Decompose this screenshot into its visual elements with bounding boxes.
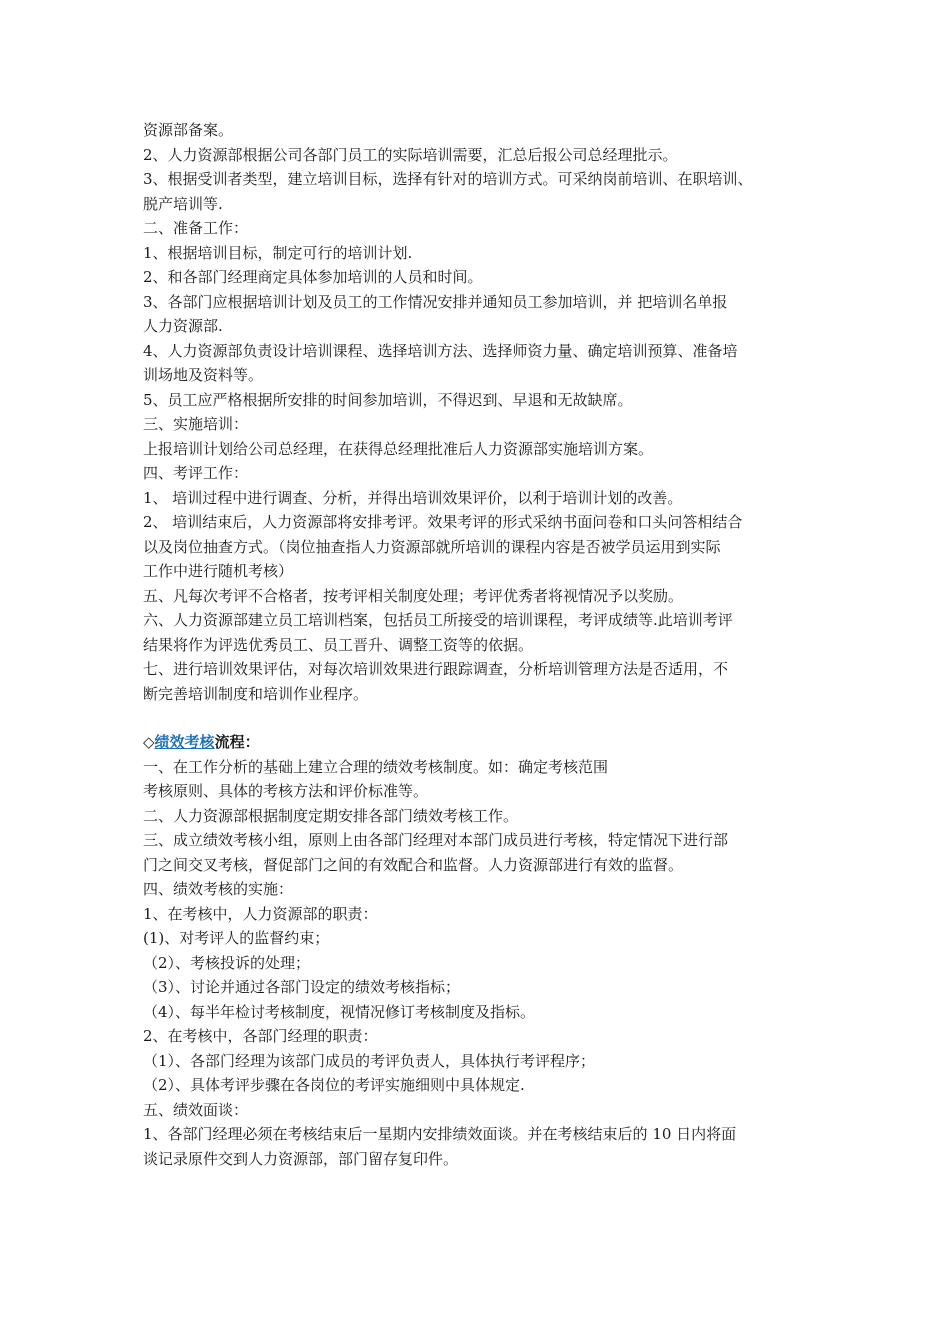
text-line: 七、进行培训效果评估，对每次培训效果进行跟踪调查，分析培训管理方法是否适用，不 xyxy=(143,660,729,678)
text-line: 三、实施培训： xyxy=(143,415,249,433)
text-line: （3）、讨论并通过各部门设定的绩效考核指标； xyxy=(143,978,461,996)
text-line: （2）、考核投诉的处理； xyxy=(143,953,311,972)
text-line: 一、在工作分析的基础上建立合理的绩效考核制度。如：确定考核范围 xyxy=(143,757,609,776)
text-line: 5、员工应严格根据所安排的时间参加培训，不得迟到、早退和无故缺席。 xyxy=(143,390,633,409)
text-line: （1）、各部门经理为该部门成员的考评负责人，具体执行考评程序； xyxy=(143,1051,596,1070)
text-line: 六、人力资源部建立员工培训档案，包括员工所接受的培训课程，考评成绩等.此培训考评 xyxy=(143,611,733,629)
text-line: 考核原则、具体的考核方法和评价标准等。 xyxy=(143,782,429,800)
text-line: 五、凡每次考评不合格者，按考评相关制度处理；考评优秀者将视情况予以奖励。 xyxy=(143,586,684,605)
training-procedure-section xyxy=(143,118,823,706)
diamond-icon: ◇ xyxy=(143,733,155,751)
text-line: 工作中进行随机考核） xyxy=(143,562,294,580)
text-line: 四、绩效考核的实施： xyxy=(143,880,294,898)
text-line: 二、人力资源部根据制度定期安排各部门绩效考核工作。 xyxy=(143,806,519,825)
text-line: 五、绩效面谈： xyxy=(143,1100,249,1119)
text-line: 以及岗位抽查方式。（岗位抽查指人力资源部就所培训的课程内容是否被学员运用到实际 xyxy=(143,537,721,556)
text-line: 1、各部门经理必须在考核结束后一星期内安排绩效面谈。并在考核结束后的 10 日内将面 xyxy=(143,1125,737,1143)
heading-suffix: 流程： xyxy=(214,733,260,751)
text-line: 人力资源部. xyxy=(143,317,223,335)
text-line: 1、在考核中，人力资源部的职责： xyxy=(143,904,378,923)
text-line: 训场地及资料等。 xyxy=(143,366,264,384)
text-line: 资源部备案。 xyxy=(143,121,234,139)
text-line: 1、 培训过程中进行调查、分析，并得出培训效果评价，以利于培训计划的改善。 xyxy=(143,488,683,507)
text-line: 2、人力资源部根据公司各部门员工的实际培训需要，汇总后报公司总经理批示。 xyxy=(143,145,678,164)
performance-review-heading xyxy=(143,730,823,755)
text-line: 4、人力资源部负责设计培训课程、选择培训方法、选择师资力量、确定培训预算、准备培 xyxy=(143,341,738,360)
text-line: (1)、对考评人的监督约束； xyxy=(143,929,330,947)
text-line: 2、和各部门经理商定具体参加培训的人员和时间。 xyxy=(143,268,483,286)
text-line: 1、根据培训目标，制定可行的培训计划. xyxy=(143,243,413,262)
text-line: 结果将作为评选优秀员工、员工晋升、调整工资等的依据。 xyxy=(143,635,534,654)
text-line: 2、 培训结束后，人力资源部将安排考评。效果考评的形式采纳书面问卷和口头问答相结合 xyxy=(143,513,743,531)
document-body xyxy=(143,118,823,1171)
text-line: 三、成立绩效考核小组，原则上由各部门经理对本部门成员进行考核，特定情况下进行部 xyxy=(143,831,729,849)
text-line: 谈记录原件交到人力资源部，部门留存复印件。 xyxy=(143,1149,459,1168)
text-line: 门之间交叉考核，督促部门之间的有效配合和监督。人力资源部进行有效的监督。 xyxy=(143,855,684,874)
text-line: 二、准备工作： xyxy=(143,219,249,237)
text-line: 2、在考核中，各部门经理的职责： xyxy=(143,1027,378,1045)
performance-review-link[interactable]: 绩效考核 xyxy=(154,733,215,751)
section-gap xyxy=(143,706,823,730)
text-line: 断完善培训制度和培训作业程序。 xyxy=(143,684,369,703)
performance-review-section xyxy=(143,755,823,1172)
text-line: 脱产培训等. xyxy=(143,194,223,213)
text-line: 3、各部门应根据培训计划及员工的工作情况安排并通知员工参加培训，并 把培训名单报 xyxy=(143,292,728,311)
text-line: 3、根据受训者类型，建立培训目标，选择有针对的培训方式。可采纳岗前培训、在职培训、 xyxy=(143,170,753,188)
text-line: 四、考评工作： xyxy=(143,464,249,482)
text-line: 上报培训计划给公司总经理，在获得总经理批准后人力资源部实施培训方案。 xyxy=(143,439,654,458)
text-line: （2）、具体考评步骤在各岗位的考评实施细则中具体规定. xyxy=(143,1076,525,1094)
text-line: （4）、每半年检讨考核制度，视情况修订考核制度及指标。 xyxy=(143,1002,536,1021)
